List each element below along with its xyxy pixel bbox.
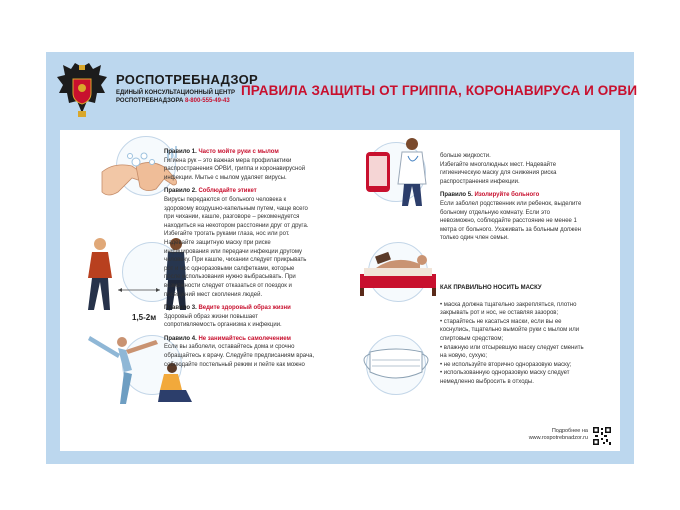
rule-2-title: Соблюдайте этикет [198, 188, 257, 195]
rule-5-text: невозможно, соблюдайте расстояние не менее 1 [440, 218, 577, 225]
mask-bullet: коснулись, тщательно вымойте руки с мылом или [440, 327, 580, 334]
rule-1-text: распространения ОРВИ, гриппа и коронавирусной [164, 166, 306, 173]
rule-4-number: Правило 4. [164, 335, 197, 342]
rule-2-text: после использования нужно выбрасывать. При [164, 274, 296, 281]
rule-5-text: только один член семьи. [440, 235, 509, 242]
left-text-column [164, 148, 344, 369]
rule-2-text: Вирусы передаются от больного человека к [164, 196, 287, 203]
website-link[interactable]: www.rospotrebnadzor.ru [528, 435, 588, 441]
medical-mask-icon [356, 342, 436, 386]
rule-2-text: посещений мест скопления людей. [164, 291, 263, 298]
rule-3-text: сопротивляемость организма к инфекции. [164, 322, 282, 329]
rule-3-heading [164, 304, 344, 313]
rule-2-text: Надевайте защитную маску при риске [164, 239, 271, 246]
header [46, 52, 638, 127]
rule-4-title: Не занимайтесь самолечением [198, 335, 291, 342]
rule-3-title: Ведите здоровый образ жизни [198, 305, 291, 312]
mask-bullet: немедленно выбросить в отходы. [440, 378, 534, 385]
mask-bullet: на новую, сухую; [440, 353, 488, 360]
footer-link-block [500, 428, 588, 442]
rule-4-continued: гигиеническую маску для снижения риска [440, 170, 557, 177]
rule-4-text: Если вы заболели, оставайтесь дома и срочно [164, 344, 295, 351]
right-text-column [440, 152, 616, 243]
org-name: РОСПОТРЕБНАДЗОР [116, 72, 259, 87]
rule-2-number: Правило 2. [164, 188, 197, 195]
rule-4-continued: Избегайте многолюдных мест. Надевайте [440, 161, 557, 168]
mask-bullet: • маска должна тщательно закрепляться, плотно [440, 301, 577, 308]
rule-2-text: находиться на некотором расстоянии друг от друга. [164, 222, 309, 229]
distance-label: 1,5-2м [132, 313, 157, 322]
rule-4-text: соблюдайте постельный режим и пейте как можно [164, 361, 305, 368]
mask-bullet: • не используйте вторично одноразовую маску; [440, 361, 572, 368]
coat-of-arms-emblem [55, 61, 109, 119]
rule-2-heading [164, 187, 344, 196]
rule-5-title: Изолируйте больного [474, 192, 540, 199]
rule-5-text: метра от больного. Ухаживать за больным должен [440, 226, 581, 233]
org-subtitle: ЕДИНЫЙ КОНСУЛЬТАЦИОННЫЙ ЦЕНТР [116, 90, 235, 96]
rule-1-heading [164, 148, 344, 157]
mask-bullet: • влажную или отсыревшую маску следует сменить [440, 344, 584, 351]
mask-section [440, 284, 618, 387]
poster [46, 52, 638, 464]
rule-2-text: при чихании, кашле, разговоре – рекомендуется [164, 214, 300, 221]
mask-bullet: спиртовым средством; [440, 335, 504, 342]
rule-2-text: рот и нос одноразовыми салфетками, которые [164, 265, 295, 272]
poster-title: ПРАВИЛА ЗАЩИТЫ ОТ ГРИППА, КОРОНАВИРУСА И ОРВИ [241, 83, 638, 98]
rule-4-heading [164, 335, 344, 344]
rule-3-text: Здоровый образ жизни повышает [164, 313, 259, 320]
footer-more-label: Подробнее на [551, 428, 588, 434]
mask-section-title: КАК ПРАВИЛЬНО НОСИТЬ МАСКУ [440, 285, 542, 291]
rule-4-text: обращайтесь к врачу. Следуйте предписаниям врача, [164, 353, 315, 360]
rule-1-text: инфекции. Мытье с мылом удаляет вирусы. [164, 174, 287, 181]
rule-2-text: Избегайте трогать руками глаза, нос или рот. [164, 231, 290, 238]
qr-code-icon [592, 426, 612, 446]
rule-4-continued: распространения инфекции. [440, 178, 520, 185]
rule-4-continued: больше жидкости. [440, 153, 491, 159]
rule-2-text: возможности следует отказаться от поездок и [164, 282, 292, 289]
rule-1-title: Часто мойте руки с мылом [198, 149, 279, 155]
org-short-name: РОСПОТРЕБНАДЗОРА [116, 98, 184, 104]
content-panel [60, 130, 620, 451]
rule-2-text: здоровому воздушно-капельным путем, чаще всего [164, 205, 308, 212]
mask-bullet: • старайтесь не касаться маски, если вы ее [440, 318, 562, 325]
rule-5-heading [440, 191, 616, 200]
rule-2-text: инфицирования или передачи инфекции другому [164, 248, 303, 255]
doctor-phone-icon [360, 134, 440, 208]
mask-bullet: закрывать рот и нос, не оставляя зазоров; [440, 310, 559, 317]
rule-1-number: Правило 1. [164, 149, 197, 155]
org-phone-line [116, 98, 230, 104]
rule-5-text: Если заболел родственник или ребенок, выделите [440, 200, 582, 207]
rule-5-number: Правило 5. [440, 192, 473, 199]
rule-2-text: человеку. При кашле, чихании следует прикрывать [164, 257, 307, 264]
sick-bed-icon [356, 248, 440, 298]
rule-1-text: Гигиена рук – это важная мера профилактики [164, 157, 292, 164]
mask-bullet: • использованную одноразовую маску следует [440, 370, 570, 377]
hotline-phone: 8-800-555-49-43 [184, 98, 230, 104]
rule-5-text: больному отдельную комнату. Если это [440, 209, 550, 216]
rule-3-number: Правило 3. [164, 305, 197, 312]
